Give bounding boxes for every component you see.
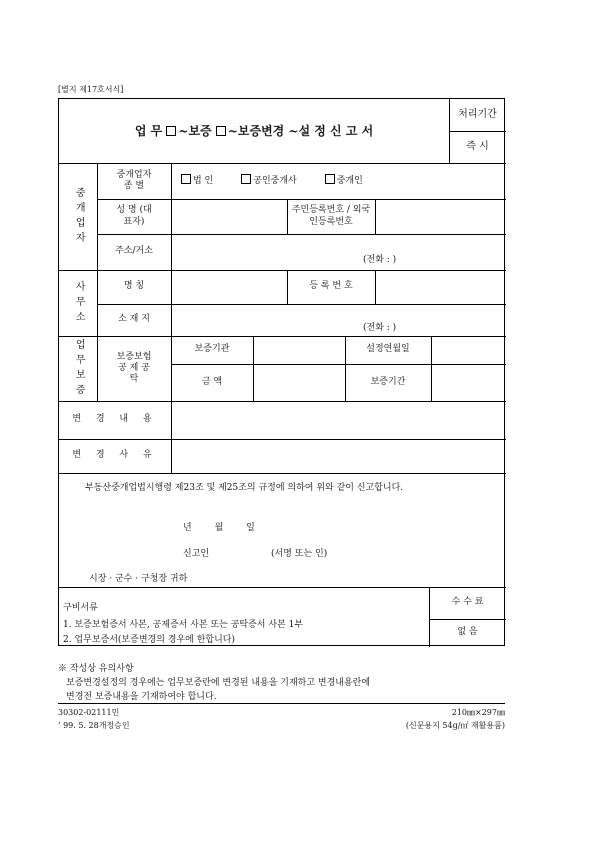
name-label: 성 명 (대표자)	[116, 205, 152, 227]
amount-label: 금 액	[201, 376, 223, 387]
broker-type-label: 중개업자 종 별	[116, 169, 152, 191]
processing-value: 즉 시	[466, 140, 489, 152]
institution-field[interactable]	[253, 336, 345, 364]
date-line: 년 월 일	[183, 523, 255, 533]
location-field[interactable]	[171, 304, 506, 336]
guarantee-section-label: 업무보증	[73, 338, 85, 399]
broker-section-label: 중개업자	[73, 186, 85, 247]
broker-type-options	[181, 163, 501, 199]
office-name-label: 명 칭	[123, 281, 145, 292]
signature-label: (서명 또는 인)	[271, 549, 328, 559]
page-title: 업 무 ~보증 ~보증변경 ~설 정 신 고 서	[134, 123, 374, 138]
set-date-label: 설정연월일	[366, 344, 410, 355]
change-content-field[interactable]	[171, 401, 506, 439]
change-reason-field[interactable]	[171, 439, 506, 473]
office-section-label: 사무소	[73, 280, 85, 326]
change-content-label: 변 경 내 용	[72, 414, 158, 425]
checkbox-business[interactable]	[166, 126, 176, 136]
checkbox-change[interactable]	[216, 126, 226, 136]
approval-date: ’ 99. 5. 28개정승인	[58, 721, 130, 730]
processing-label: 처리기간	[458, 108, 497, 120]
period-label: 보증기간	[370, 376, 406, 387]
institution-label: 보증기관	[194, 344, 230, 355]
set-date-field[interactable]	[431, 336, 506, 364]
office-phone-label: (전화 : )	[363, 323, 397, 333]
declaration-text: 부동산중개업법시행령 제23조 및 제25조의 규정에 의하여 위와 같이 신고합니다.	[85, 483, 404, 493]
broker-phone-label: (전화 : )	[363, 255, 397, 265]
registration-number-field[interactable]	[375, 270, 506, 304]
address-label: 주소/거소	[115, 246, 153, 257]
fee-value: 없 음	[457, 627, 478, 638]
notes-line-1: 보증변경설정의 경우에는 업무보증란에 변경된 내용을 기재하고 변경내용란에	[66, 678, 371, 688]
report-form	[58, 98, 505, 646]
document-item-1: 1. 보증보험증서 사본, 공제증서 사본 또는 공탁증서 사본 1부	[63, 620, 304, 630]
option-corporation[interactable]: 법 인	[181, 174, 213, 187]
document-item-2: 2. 업무보증서(보증변경의 경우에 한합니다)	[63, 635, 235, 645]
id-number-label: 주민등록번호 / 외국인등록번호	[291, 205, 371, 227]
recipient: 시장 · 군수 · 구청장 귀하	[89, 574, 188, 584]
option-licensed-agent[interactable]: 공인중개사	[241, 174, 296, 187]
location-label: 소 재 지	[118, 314, 150, 325]
id-number-field[interactable]	[375, 199, 506, 234]
paper-size: 210㎜×297㎜	[451, 708, 505, 717]
option-broker[interactable]: 중개인	[325, 174, 363, 187]
period-field[interactable]	[431, 364, 506, 401]
name-field[interactable]	[171, 199, 287, 234]
paper-spec: (신문용지 54g/㎡ 재활용품)	[405, 721, 505, 730]
notes-line-2: 변경전 보증내용을 기재하여야 합니다.	[66, 692, 217, 702]
registration-number-label: 등 록 번 호	[309, 281, 353, 292]
form-code: 30302-02111민	[58, 708, 120, 717]
office-name-field[interactable]	[171, 270, 287, 304]
documents-label: 구비서류	[63, 603, 98, 613]
amount-field[interactable]	[253, 364, 345, 401]
change-reason-label: 변 경 사 유	[72, 450, 158, 461]
form-number: [별지 제17호서식]	[58, 85, 124, 94]
notes-heading: ※ 작성상 유의사항	[58, 664, 134, 674]
fee-label: 수 수 료	[451, 597, 484, 608]
applicant-label: 신고인	[183, 549, 210, 559]
address-field[interactable]	[171, 234, 506, 270]
guarantee-type-label: 보증보험 공 제 공 탁	[116, 351, 152, 385]
